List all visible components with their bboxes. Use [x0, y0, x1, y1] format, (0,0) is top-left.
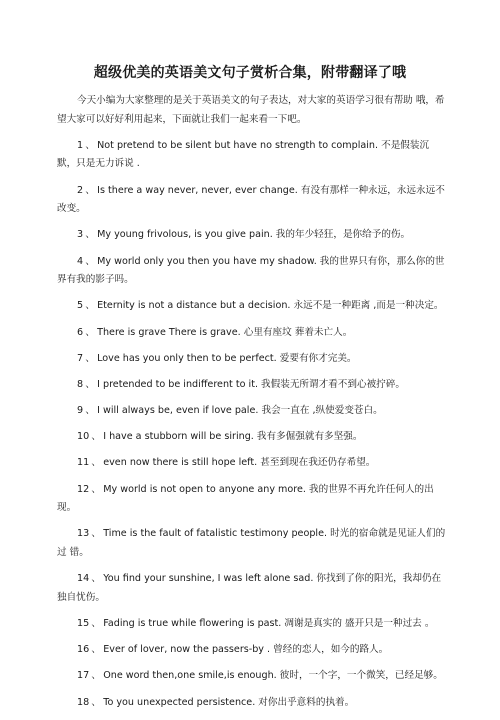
item-number: 3: [77, 229, 84, 241]
item-text: Eternity is not a distance but a decision. 永远不是一种距离 ,而是一种决定。: [97, 300, 444, 312]
item-number: 16: [77, 644, 90, 656]
item-number: 12: [77, 483, 90, 495]
item-separator: 、: [91, 483, 102, 495]
item-separator: 、: [85, 326, 95, 338]
item-separator: 、: [91, 431, 102, 443]
item-number: 10: [77, 431, 90, 443]
item-separator: 、: [85, 184, 95, 196]
item-text: Is there a way never, never, ever change. 有没有那样一种永远，永远永远不 改变。: [57, 184, 445, 215]
list-item: [57, 454, 447, 473]
item-separator: 、: [91, 573, 102, 585]
list-item: [57, 641, 447, 660]
item-number: 11: [77, 457, 90, 469]
item-number: 14: [77, 573, 90, 585]
list-item: [57, 137, 447, 174]
item-separator: 、: [91, 644, 102, 656]
page-title: 超级优美的英语美文句子赏析合集，附带翻译了哦: [93, 65, 407, 81]
item-text: I have a stubborn will be siring. 我有多倔强就有多坚强。: [103, 431, 363, 443]
list-item: [57, 182, 447, 219]
item-text: My world only you then you have my shadow. 我的世界只有你，那么你的世 界有我的影子吗。: [57, 255, 445, 286]
list-item: [57, 324, 447, 343]
list-item: [57, 376, 447, 395]
item-text: Time is the fault of fatalistic testimony people. 时光的宿命就是见证人们的过 错。: [57, 528, 446, 558]
item-number: 9: [77, 405, 84, 417]
item-number: 1: [77, 139, 84, 151]
list-item: [57, 570, 447, 607]
item-number: 13: [77, 528, 90, 540]
item-separator: 、: [91, 696, 102, 708]
list-item: [57, 297, 447, 316]
item-number: 17: [77, 670, 90, 682]
item-number: 15: [77, 617, 90, 629]
list-item: [57, 253, 447, 290]
list-item: [57, 481, 447, 518]
item-number: 4: [77, 255, 84, 267]
list-item: [57, 428, 447, 447]
list-item: [57, 615, 447, 634]
item-number: 5: [77, 300, 84, 312]
sentence-list: [57, 137, 447, 712]
item-text: My world is not open to anyone any more. 我的世界不再允许任何人的出现。: [57, 483, 434, 514]
item-number: 7: [77, 352, 84, 364]
item-text: To you unexpected persistence. 对你出乎意料的执着。: [103, 696, 355, 708]
item-separator: 、: [85, 255, 95, 267]
item-text: even now there is still hope left. 甚至到现在我还仍存希望。: [103, 457, 376, 469]
item-separator: 、: [85, 139, 95, 151]
item-number: 6: [77, 326, 84, 338]
item-text: My young frivolous, is you give pain. 我的年少轻狂，是你给予的伤。: [97, 229, 411, 241]
list-item: [57, 402, 447, 421]
item-text: Ever of lover, now the passers-by . 曾经的恋人，如今的路人。: [103, 644, 389, 656]
item-text: Love has you only then to be perfect. 爱要有你才完美。: [97, 352, 357, 364]
item-text: I pretended to be indifferent to it. 我假装无所谓才看不到心被拧碎。: [97, 378, 405, 390]
list-item: [57, 667, 447, 686]
item-separator: 、: [91, 457, 102, 469]
item-separator: 、: [91, 617, 102, 629]
item-text: You find your sunshine, I was left alone sad. 你找到了你的阳光，我却仍在 独自忧伤。: [57, 573, 442, 603]
item-separator: 、: [85, 300, 95, 312]
item-separator: 、: [85, 229, 95, 241]
list-item: [57, 694, 447, 713]
item-separator: 、: [85, 405, 95, 417]
item-separator: 、: [85, 378, 95, 390]
item-number: 8: [77, 378, 84, 390]
list-item: [57, 226, 447, 245]
item-text: Fading is true while flowering is past. 凋谢是真实的 盛开只是一种过去 。: [103, 617, 435, 629]
document-body: [57, 92, 447, 720]
intro-paragraph: 今天小编为大家整理的是关于英语美文的句子表达，对大家的英语学习很有帮助 哦，希望大家可以好好利用起来，下面就让我们一起来看一下吧。: [57, 95, 445, 125]
item-separator: 、: [91, 670, 102, 682]
item-number: 2: [77, 184, 84, 196]
item-text: There is grave There is grave. 心里有座坟 葬着未亡人。: [97, 326, 353, 338]
list-item: [57, 350, 447, 369]
item-text: Not pretend to be silent but have no strength to complain. 不是假装沉默，只是无力诉说 .: [57, 139, 430, 170]
item-separator: 、: [91, 528, 102, 540]
item-number: 18: [77, 696, 90, 708]
item-separator: 、: [85, 352, 95, 364]
list-item: [57, 525, 447, 562]
item-text: I will always be, even if love pale. 我会一直在 ,纵使爱变苍白。: [97, 405, 383, 417]
item-text: One word then,one smile,is enough. 彼时，一个字，一个微笑，已经足够。: [103, 670, 443, 682]
